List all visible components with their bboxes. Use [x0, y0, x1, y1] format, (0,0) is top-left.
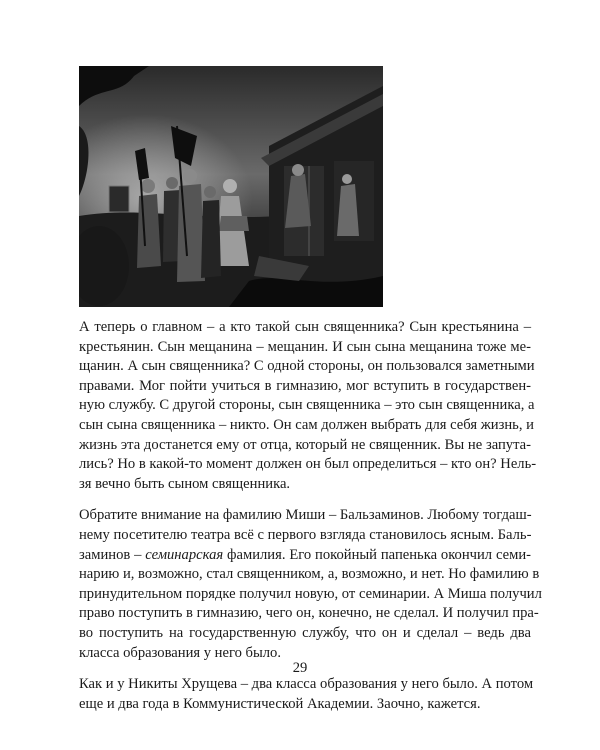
text-line: Обратите внимание на фамилию Миши – Бальзаминов. Любому тогдаш-: [79, 507, 532, 524]
text-line: сын сына священника – никто. Он сам должен выбрать для себя жизнь, и: [79, 416, 534, 433]
text-line: принудительном порядке получил новую, от семинарии. А Миша получил: [79, 585, 542, 602]
text-line: нарию и, возможно, стал священником, а, возможно, и нет. Но фамилию в: [79, 566, 540, 583]
text-line: жизнь эта достанется ему от отца, который не священник. Вы не запута-: [79, 436, 531, 453]
text-line: во поступить на государственную службу, что он и сделал – ведь два: [79, 624, 531, 641]
text-line: правами. Мог пойти учиться в гимназию, мог вступить в государствен-: [79, 377, 531, 394]
page-number: 29: [292, 660, 308, 676]
text-fragment: фамилия. Его покойный папенька окончил семи-: [223, 546, 531, 563]
text-line: [79, 546, 531, 566]
text-line: зя вечно быть сыном священника.: [79, 475, 291, 492]
text-line: А теперь о главном – а кто такой сын священника? Сын крестьянина –: [79, 319, 531, 335]
text-line: Как и у Никиты Хрущева – два класса образования у него было. А потом: [79, 676, 534, 693]
text-line: лись? Но в какой-то момент должен он был определиться – кто он? Нель-: [79, 456, 537, 473]
painting-image: [79, 66, 383, 307]
text-line: щанин. А сын священника? С одной стороны, он пользовался заметными: [79, 358, 535, 375]
text-line: ную службу. С другой стороны, сын священника – это сын священника, а: [79, 397, 535, 414]
paragraph-1: [79, 318, 537, 494]
italic-term: семинарская: [145, 546, 224, 563]
text-line: крестьянин. Сын мещанина – мещанин. И сын сына мещанина тоже ме-: [79, 338, 531, 355]
text-line: класса образования у него было.: [79, 644, 281, 661]
paragraph-2: [79, 506, 542, 663]
paragraph-3: [79, 675, 534, 714]
text-line: право поступить в гимназию, чего он, конечно, не сделал. И получил пра-: [79, 605, 539, 622]
text-line: нему посетителю театра всё с первого взгляда становилось ясным. Баль-: [79, 526, 532, 543]
text-fragment: заминов –: [79, 546, 146, 563]
illustration-religious-procession: [79, 66, 383, 307]
text-line: еще и два года в Коммунистической Академии. Заочно, кажется.: [79, 695, 481, 712]
